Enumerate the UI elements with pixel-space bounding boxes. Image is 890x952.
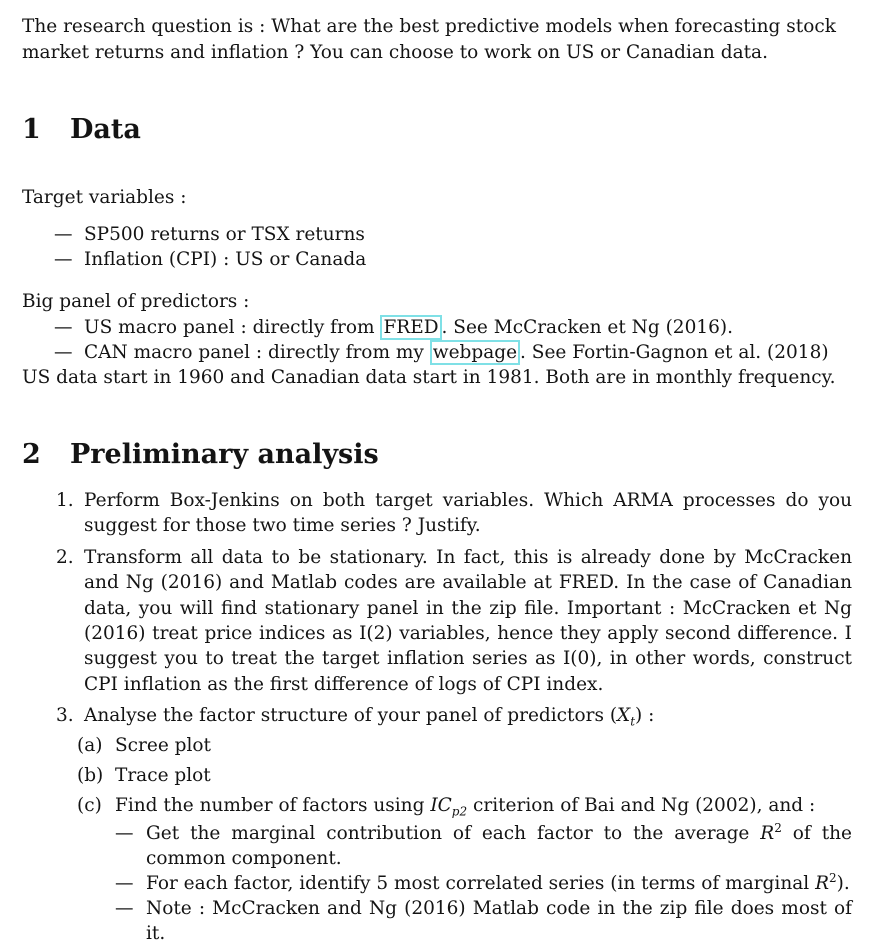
webpage-link[interactable]: webpage xyxy=(430,340,520,365)
section-2-number: 2 xyxy=(22,439,41,470)
list-item: — US macro panel : directly from FRED . See McCracken et Ng (2016). xyxy=(54,317,733,338)
fred-link[interactable]: FRED xyxy=(380,315,441,340)
document-page xyxy=(22,12,852,952)
target-variables-label: Target variables : xyxy=(22,187,187,208)
list-item: — For each factor, identify 5 most correlated series (in terms of marginal $R^2$). xyxy=(115,870,850,894)
list-item: 1. Perform Box-Jenkins on both target variables. Which ARMA processes do you suggest for those two time series ? Justify. xyxy=(56,490,852,537)
list-item: 3. Analyse the factor structure of your panel of predictors $(X_t)$ : (a) Scree plot (b) Trace plot (c) Find the number of factors using $IC_{p2}$ criterion of Bai and Ng (2002), and : — Get the marginal contribution of each factor to the average $R^2$ of the common component. — For each factor, identify 5 most correlated series (in terms of marginal $R^2$). — Note : McCracken and Ng (2016) Matlab code in the zip file does most of it. xyxy=(22,703,852,945)
list-item: (c) Find the number of factors using $IC_{p2}$ criterion of Bai and Ng (2002), and : — Get the marginal contribution of each factor to the average $R^2$ of the common component. — For each factor, identify 5 most correlated series (in terms of marginal $R^2$). — Note : McCracken and Ng (2016) Matlab code in the zip file does most of it. xyxy=(77,794,852,944)
list-item: — Get the marginal contribution of each factor to the average $R^2$ of the common component. xyxy=(115,820,852,869)
section-1-number: 1 xyxy=(22,114,41,145)
predictors-label: Big panel of predictors : xyxy=(22,291,250,312)
list-item: 2. Transform all data to be stationary. In fact, this is already done by McCracken and Ng (2016) and Matlab codes are available at FRED. In the case of Canadian data, you will find stationary panel in the zip file. Important : McCracken et Ng (2016) treat price indices as I(2) variables, hence they apply second difference. I suggest you to treat the target inflation series as I(0), in other words, construct CPI inflation as the first difference of logs of CPI index. xyxy=(56,546,852,695)
list-item: — Inflation (CPI) : US or Canada xyxy=(54,249,367,270)
factor-subdash-list xyxy=(115,821,852,946)
section-1-title: Data xyxy=(70,114,141,145)
data-note: US data start in 1960 and Canadian data start in 1981. Both are in monthly frequency. xyxy=(22,367,836,388)
intro-paragraph: The research question is : What are the best predictive models when forecasting stock market returns and inflation ? You can choose to work on US or Canadian data. xyxy=(22,16,836,63)
predictors-list xyxy=(22,315,852,365)
list-item: — Note : McCracken and Ng (2016) Matlab code in the zip file does most of it. xyxy=(115,897,852,944)
list-item: — SP500 returns or TSX returns xyxy=(54,224,365,245)
section-2-title: Preliminary analysis xyxy=(70,439,379,470)
list-item: — CAN macro panel : directly from my webpage . See Fortin-Gagnon et al. (2018) xyxy=(54,342,829,363)
list-item: (b) Trace plot xyxy=(77,764,211,786)
section-2-heading xyxy=(22,437,852,473)
list-item: (a) Scree plot xyxy=(77,734,211,756)
analysis-list xyxy=(22,488,852,946)
factor-sublist xyxy=(77,731,852,946)
target-variables-list xyxy=(22,222,852,272)
section-1-heading xyxy=(22,112,852,148)
